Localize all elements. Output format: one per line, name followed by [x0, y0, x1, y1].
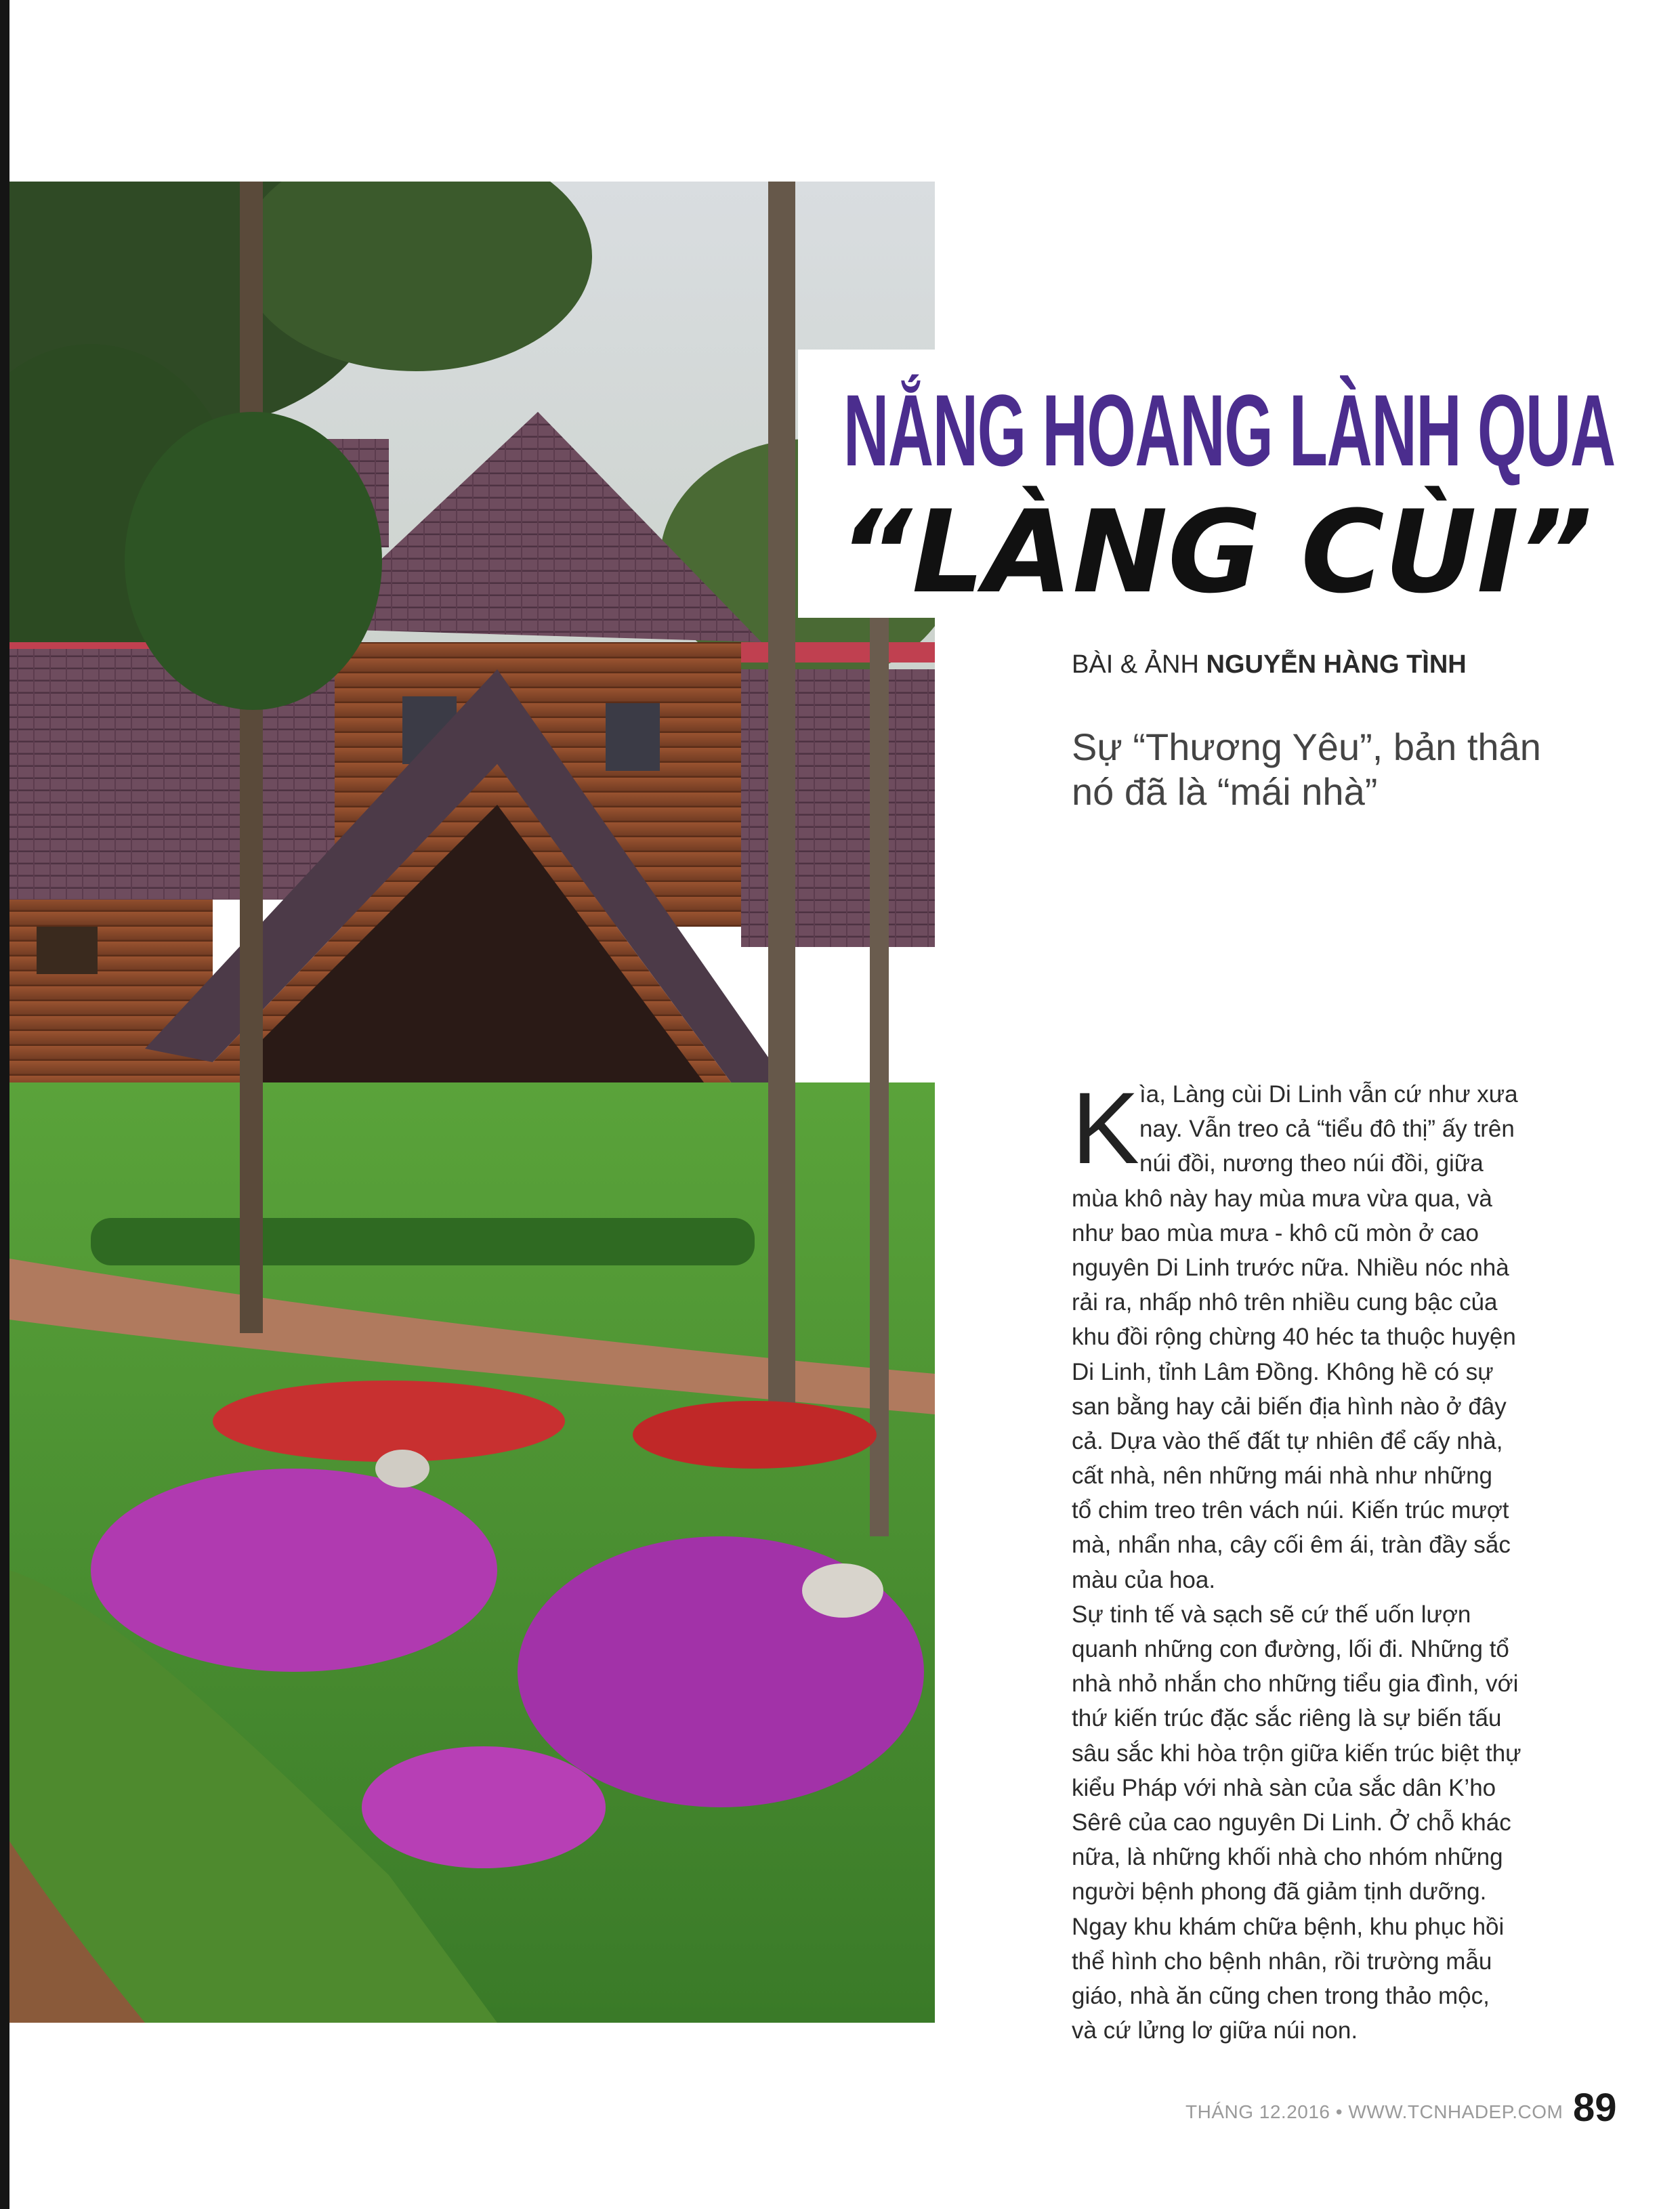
- byline: [1072, 650, 1467, 679]
- article-body: [1072, 1071, 1559, 2048]
- article-title-line1: NẮNG HOANG LÀNH QUA: [843, 373, 1615, 487]
- body-line: núi đồi, nương theo núi đồi, giữa: [1139, 1150, 1484, 1177]
- byline-author: NGUYỄN HÀNG TÌNH: [1206, 650, 1467, 679]
- body-line: mùa khô này hay mùa mưa vừa qua, và: [1072, 1185, 1492, 1212]
- body-line: nay. Vẫn treo cả “tiểu đô thị” ấy trên: [1139, 1116, 1515, 1143]
- article-photo: [9, 182, 935, 2023]
- body-line: khu đồi rộng chừng 40 héc ta thuộc huyện: [1072, 1324, 1516, 1351]
- body-line: Di Linh, tỉnh Lâm Đồng. Không hề có sự: [1072, 1358, 1494, 1385]
- body-line: nữa, là những khối nhà cho nhóm những: [1072, 1844, 1503, 1871]
- footer-issue: THÁNG 12.2016 • WWW.TCNHADEP.COM: [1185, 2101, 1563, 2122]
- body-line: thể hình cho bệnh nhân, rồi trường mẫu: [1072, 1948, 1492, 1975]
- body-line: tổ chim treo trên vách núi. Kiến trúc mượt: [1072, 1497, 1509, 1524]
- page-number: 89: [1573, 2086, 1617, 2130]
- body-line: quanh những con đường, lối đi. Những tổ: [1072, 1636, 1509, 1662]
- body-line: cất nhà, nên những mái nhà như những: [1072, 1463, 1493, 1490]
- body-line: thứ kiến trúc đặc sắc riêng là sự biến tấu: [1072, 1705, 1502, 1732]
- body-line: giáo, nhà ăn cũng chen trong thảo mộc,: [1072, 1982, 1490, 2009]
- body-line: kiểu Pháp với nhà sàn của sắc dân K’ho: [1072, 1774, 1496, 1801]
- body-line: cả. Dựa vào thế đất tự nhiên để cấy nhà,: [1072, 1427, 1503, 1454]
- body-line: san bằng hay cải biến địa hình nào ở đây: [1072, 1393, 1507, 1420]
- body-line: và cứ lửng lơ giữa núi non.: [1072, 2017, 1358, 2044]
- body-line: người bệnh phong đã giảm tịnh dưỡng.: [1072, 1878, 1487, 1906]
- article-title-line2: “LÀNG CÙI”: [839, 486, 1593, 618]
- body-line: rải ra, nhấp nhô trên nhiều cung bậc của: [1072, 1289, 1498, 1316]
- deck-line: nó đã là “mái nhà”: [1072, 770, 1378, 813]
- body-line: ìa, Làng cùi Di Linh vẫn cứ như xưa: [1139, 1081, 1518, 1108]
- body-line: nguyên Di Linh trước nữa. Nhiều nóc nhà: [1072, 1254, 1509, 1281]
- body-line: màu của hoa.: [1072, 1566, 1216, 1593]
- body-line: Sêrê của cao nguyên Di Linh. Ở chỗ khác: [1072, 1809, 1511, 1836]
- deck-line: Sự “Thương Yêu”, bản thân: [1072, 725, 1541, 768]
- article-deck: [1072, 725, 1587, 814]
- body-line: Sự tinh tế và sạch sẽ cứ thế uốn lượn: [1072, 1601, 1471, 1628]
- body-line: Ngay khu khám chữa bệnh, khu phục hồi: [1072, 1913, 1505, 1940]
- drop-cap: K: [1072, 1071, 1140, 1185]
- body-line: mà, nhẩn nha, cây cối êm ái, tràn đầy sắc: [1072, 1532, 1511, 1559]
- body-line: nhà nhỏ nhắn cho những tiểu gia đình, với: [1072, 1670, 1519, 1698]
- byline-prefix: BÀI & ẢNH: [1072, 650, 1199, 679]
- page-edge-strip: [0, 0, 9, 2209]
- body-line: như bao mùa mưa - khô cũ mòn ở cao: [1072, 1219, 1479, 1246]
- body-line: sâu sắc khi hòa trộn giữa kiến trúc biệt thự: [1072, 1740, 1521, 1767]
